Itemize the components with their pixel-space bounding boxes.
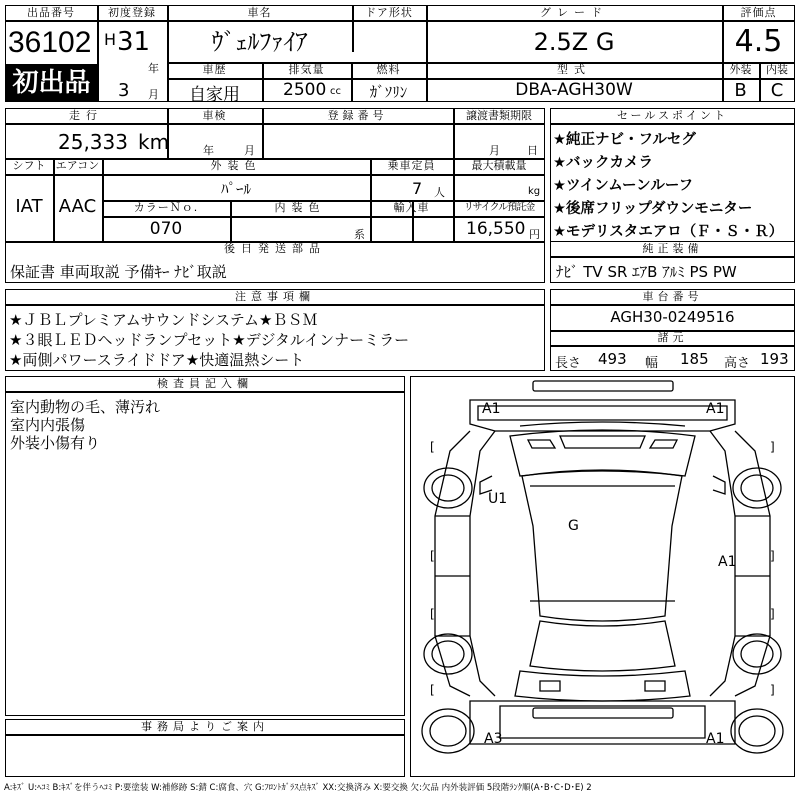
import-label: 輸入車 — [393, 201, 430, 214]
fuel-label: 燃料 — [376, 63, 401, 76]
length-label: 長さ — [555, 356, 582, 371]
recycle-label: リサイクル預託金 — [463, 202, 535, 213]
plate-label: 登録番号 — [327, 109, 388, 122]
car-name-value: ｳﾞｪﾙﾌｧｲｱ — [211, 28, 308, 56]
length-value: 493 — [598, 350, 627, 368]
int-color-unit: 系 — [354, 228, 365, 241]
ext-score-label: 外装 — [729, 63, 752, 76]
door-label: ドア形状 — [365, 6, 413, 19]
damage-mark-front-left: A1 — [482, 401, 501, 417]
max-load-unit: kg — [528, 186, 541, 197]
later-parts-label: 後日発送部品 — [224, 242, 326, 255]
capacity-label: 乗車定員 — [387, 159, 436, 172]
ext-color-label: 外装色 — [210, 159, 262, 172]
displacement-label: 排気量 — [288, 63, 325, 76]
first-reg-month-unit: 月 — [148, 88, 159, 101]
notes-line-3: ★両側パワースライドドア★快適温熱シート — [9, 351, 305, 369]
bracket-4: ] — [770, 549, 775, 563]
width-value: 185 — [680, 350, 709, 368]
recycle-value: 16,550 — [466, 219, 526, 239]
inspection-month-unit: 月 — [244, 144, 255, 157]
later-parts-value: 保証書 車両取説 予備ｷｰ ﾅﾋﾞ取説 — [10, 263, 227, 281]
height-value: 193 — [760, 350, 789, 368]
inspection-year-unit: 年 — [203, 144, 214, 157]
model-value: DBA-AGH30W — [515, 80, 633, 100]
equipment-value: ﾅﾋﾞ TV SR ｴｱB ｱﾙﾐ PS PW — [556, 263, 737, 281]
inspection-label: 車検 — [202, 109, 227, 122]
mileage-label: 走行 — [69, 109, 103, 122]
sales-points-label: セールスポイント — [616, 109, 728, 122]
damage-mark-rear-right: A1 — [706, 731, 725, 747]
transfer-day-unit: 日 — [527, 144, 538, 157]
first-reg-year: 31 — [117, 27, 151, 57]
bracket-5: [ — [430, 607, 435, 621]
model-label: 型式 — [557, 63, 591, 76]
capacity-unit: 人 — [434, 186, 445, 199]
history-label: 車歴 — [202, 63, 227, 76]
mileage-value: 25,333 — [58, 130, 128, 154]
score-value: 4.5 — [734, 24, 783, 59]
first-reg-year-unit: 年 — [148, 62, 159, 75]
int-score-label: 内装 — [766, 63, 788, 76]
lot-number: 36102 — [8, 26, 92, 59]
inspector-line-2: 室内内張傷 — [10, 416, 86, 434]
bracket-1: [ — [430, 440, 435, 454]
color-no-value: 070 — [149, 219, 183, 239]
chassis-value: AGH30-0249516 — [610, 308, 735, 326]
notes-line-2: ★３眼ＬＥＤヘッドランプセット★デジタルインナーミラー — [9, 331, 410, 349]
lot-label: 出品番号 — [27, 6, 75, 19]
damage-mark-front-right: A1 — [706, 401, 725, 417]
sales-point-5: ★モデリスタエアロ（Ｆ・Ｓ・Ｒ） — [553, 224, 784, 240]
inspector-label: 検査員記入欄 — [157, 377, 253, 390]
first-reg-era: H — [104, 30, 117, 49]
bracket-8: ] — [770, 683, 775, 697]
displacement-value: 2500 — [283, 80, 327, 100]
width-label: 幅 — [645, 356, 659, 371]
shift-label: シフト — [12, 159, 46, 172]
notes-label: 注意事項欄 — [235, 290, 315, 303]
aircon-value: AAC — [58, 196, 97, 217]
inspector-line-1: 室内動物の毛、薄汚れ — [10, 398, 161, 416]
first-reg-month: 3 — [118, 80, 130, 101]
int-color-label: 内装色 — [274, 201, 326, 214]
damage-mark-left-side: U1 — [488, 491, 508, 507]
damage-mark-roof: G — [568, 518, 579, 534]
grade-value: 2.5Z G — [533, 28, 615, 56]
equipment-label: 純正装備 — [642, 242, 703, 255]
chassis-label: 車台番号 — [642, 290, 703, 303]
damage-mark-right-side: A1 — [718, 554, 737, 570]
specs-label: 諸元 — [657, 331, 688, 344]
mileage-unit: km — [138, 130, 170, 154]
shift-value: IAT — [15, 196, 43, 217]
car-diagram — [410, 376, 795, 777]
first-reg-label: 初度登録 — [108, 6, 156, 19]
bracket-6: ] — [770, 607, 775, 621]
notes-line-1: ★ＪＢＬプレミアムサウンドシステム★ＢＳＭ — [9, 311, 318, 329]
sales-point-2: ★バックカメラ — [553, 155, 653, 171]
sales-point-3: ★ツインムーンルーフ — [553, 178, 694, 194]
ext-score-value: B — [734, 80, 747, 101]
history-value: 自家用 — [189, 85, 240, 105]
max-load-label: 最大積載量 — [471, 159, 527, 172]
aircon-label: エアコン — [55, 159, 100, 172]
transfer-month-unit: 月 — [489, 144, 500, 157]
capacity-value: 7 — [412, 179, 423, 198]
grade-label: グレード — [540, 6, 608, 19]
fuel-value: ｶﾞｿﾘﾝ — [369, 83, 408, 101]
first-listing-badge: 初出品 — [6, 66, 97, 101]
ext-color-value: ﾊﾟｰﾙ — [220, 180, 251, 198]
height-label: 高さ — [724, 356, 751, 371]
sales-point-1: ★純正ナビ・フルセグ — [553, 132, 696, 148]
bracket-3: [ — [430, 549, 435, 563]
score-label: 評価点 — [740, 6, 777, 19]
bracket-2: ] — [770, 440, 775, 454]
sales-point-4: ★後席フリップダウンモニター — [553, 201, 753, 217]
legend-text: A:ｷｽﾞ U:ﾍｺﾐ B:ｷｽﾞを伴うﾍｺﾐ P:要塗装 W:補修跡 S:錆 C:腐食、穴 G:ﾌﾛﾝﾄｶﾞﾗｽ点ｷｽﾞ XX:交換済み X:要交換 欠:欠品 内外装評価 5段階ﾗﾝｸ順(A･B･C･D･E) 2 — [4, 783, 592, 793]
damage-mark-rear-left: A3 — [484, 731, 503, 747]
int-score-value: C — [770, 80, 784, 101]
inspector-line-3: 外装小傷有り — [10, 434, 101, 452]
office-label: 事務局よりご案内 — [141, 720, 269, 733]
car-name-label: 車名 — [247, 6, 272, 19]
bracket-7: [ — [430, 683, 435, 697]
recycle-unit: 円 — [529, 228, 540, 241]
displacement-unit: cc — [330, 86, 341, 97]
transfer-label: 譲渡書類期限 — [466, 109, 532, 122]
color-no-label: カラーＮｏ. — [133, 201, 199, 214]
